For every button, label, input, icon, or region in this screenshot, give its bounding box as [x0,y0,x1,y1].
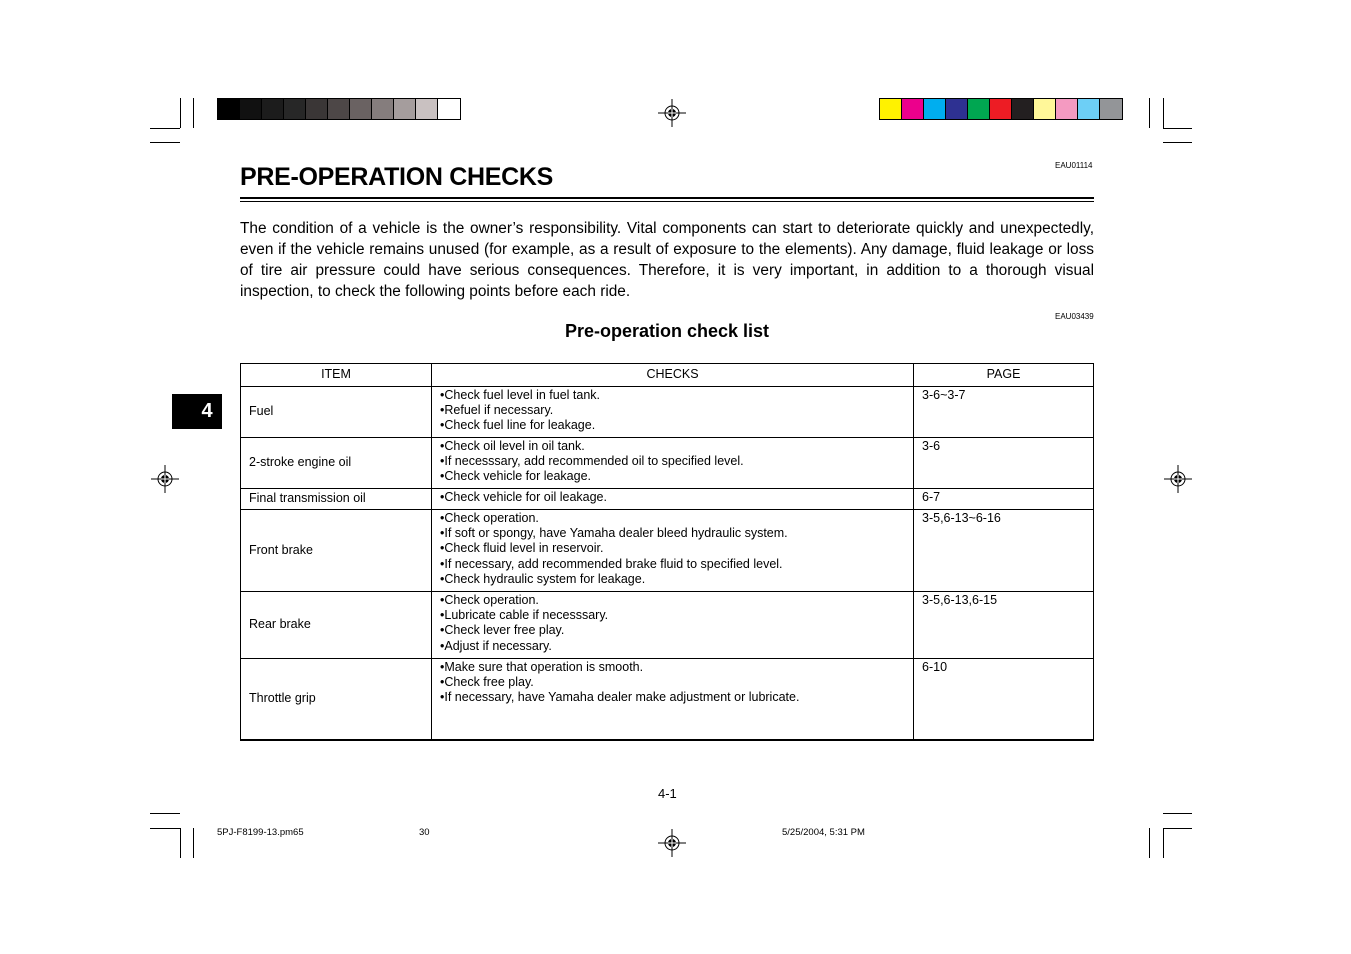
check-item: • Adjust if necessary. [440,639,905,654]
check-item: • Refuel if necessary. [440,403,905,418]
check-item: • Make sure that operation is smooth. [440,660,905,675]
table-row [241,387,1094,438]
crop-mark [193,828,194,858]
registration-mark-icon [658,829,686,857]
item-cell: Fuel [241,387,432,438]
table-row [241,489,1094,510]
crop-mark [1163,128,1192,129]
registration-mark-icon [658,99,686,127]
color-swatch [240,99,262,119]
check-item: • If necessary, have Yamaha dealer make adjustment or lubricate. [440,690,905,705]
intro-paragraph: The condition of a vehicle is the owner’s responsibility. Vital components can start to deteriorate quickly and unexpectedly, even if the vehicle remains unused (for example, as a result of exposure to the elements). Any damage, fluid leakage or loss of tire air pressure could have serious consequences. Therefore, it is very important, in addition to a thorough visual inspection, to check the following points before each ride. [240,220,1094,300]
color-swatch [372,99,394,119]
check-item: • Check fluid level in reservoir. [440,541,905,556]
crop-mark [150,142,180,143]
table-header-row [241,364,1094,387]
crop-mark [1149,98,1150,128]
color-swatch [946,99,968,119]
crop-mark [1163,142,1192,143]
check-item: • Check oil level in oil tank. [440,439,905,454]
checklist-table [240,363,1094,741]
chapter-tab: 4 [172,394,222,429]
crop-mark [193,98,194,128]
crop-mark [150,828,180,829]
check-item: • Check operation. [440,593,905,608]
page-number: 4-1 [658,786,677,801]
title-rule [240,201,1094,202]
color-swatch [416,99,438,119]
page-title: PRE-OPERATION CHECKS [240,163,554,191]
color-swatch [880,99,902,119]
registration-mark-icon [151,465,179,493]
crop-mark [1163,813,1192,814]
registration-mark-icon [1164,465,1192,493]
color-swatch [1034,99,1056,119]
check-item: • Check vehicle for leakage. [440,469,905,484]
color-swatch [1078,99,1100,119]
color-swatch [284,99,306,119]
color-swatch [1056,99,1078,119]
check-item: • Lubricate cable if necesssary. [440,608,905,623]
checks-cell [432,387,914,438]
crop-mark [1149,828,1150,858]
crop-mark [150,813,180,814]
crop-mark [180,98,181,128]
color-calibration-bar [879,98,1123,120]
checklist-title: Pre-operation check list [564,321,770,341]
footer-sheet-number: 30 [419,827,430,838]
check-item: • Check fuel line for leakage. [440,418,905,433]
page-cell: 3-6~3-7 [914,387,1094,438]
grayscale-bar [217,98,461,120]
check-item: • If soft or spongy, have Yamaha dealer bleed hydraulic system. [440,526,905,541]
crop-mark [1163,98,1164,128]
reference-code: EAU03439 [1055,312,1094,321]
checks-cell [432,659,914,740]
crop-mark [1163,828,1192,829]
color-swatch [438,99,460,119]
color-swatch [1100,99,1122,119]
table-row [241,592,1094,659]
color-swatch [924,99,946,119]
color-swatch [262,99,284,119]
color-swatch [218,99,240,119]
item-cell: Front brake [241,510,432,592]
check-item: • Check operation. [440,511,905,526]
checks-cell [432,438,914,489]
color-swatch [990,99,1012,119]
checks-cell [432,510,914,592]
item-cell: Rear brake [241,592,432,659]
color-swatch [902,99,924,119]
color-swatch [1012,99,1034,119]
table-row [241,510,1094,592]
footer-filename: 5PJ-F8199-13.pm65 [217,827,304,838]
color-swatch [328,99,350,119]
color-swatch [306,99,328,119]
color-swatch [350,99,372,119]
check-item: • If necesssary, add recommended oil to specified level. [440,454,905,469]
table-row [241,659,1094,740]
page-cell: 6-10 [914,659,1094,740]
page-cell: 3-5,6-13~6-16 [914,510,1094,592]
item-cell: Final transmission oil [241,489,432,510]
item-cell: Throttle grip [241,659,432,740]
crop-mark [180,828,181,858]
column-header: ITEM [241,364,432,387]
check-item: • Check lever free play. [440,623,905,638]
footer-timestamp: 5/25/2004, 5:31 PM [782,827,865,838]
page-cell: 3-5,6-13,6-15 [914,592,1094,659]
color-swatch [968,99,990,119]
title-rule [240,197,1094,199]
check-item: • If necessary, add recommended brake fluid to specified level. [440,557,905,572]
check-item: • Check hydraulic system for leakage. [440,572,905,587]
column-header: CHECKS [432,364,914,387]
check-item: • Check vehicle for oil leakage. [440,490,905,505]
checks-cell [432,489,914,510]
item-cell: 2-stroke engine oil [241,438,432,489]
table-row [241,438,1094,489]
crop-mark [150,128,180,129]
checks-cell [432,592,914,659]
crop-mark [1163,828,1164,858]
check-item: • Check free play. [440,675,905,690]
color-swatch [394,99,416,119]
check-item: • Check fuel level in fuel tank. [440,388,905,403]
page-cell: 6-7 [914,489,1094,510]
page-cell: 3-6 [914,438,1094,489]
column-header: PAGE [914,364,1094,387]
reference-code: EAU01114 [1055,161,1093,170]
